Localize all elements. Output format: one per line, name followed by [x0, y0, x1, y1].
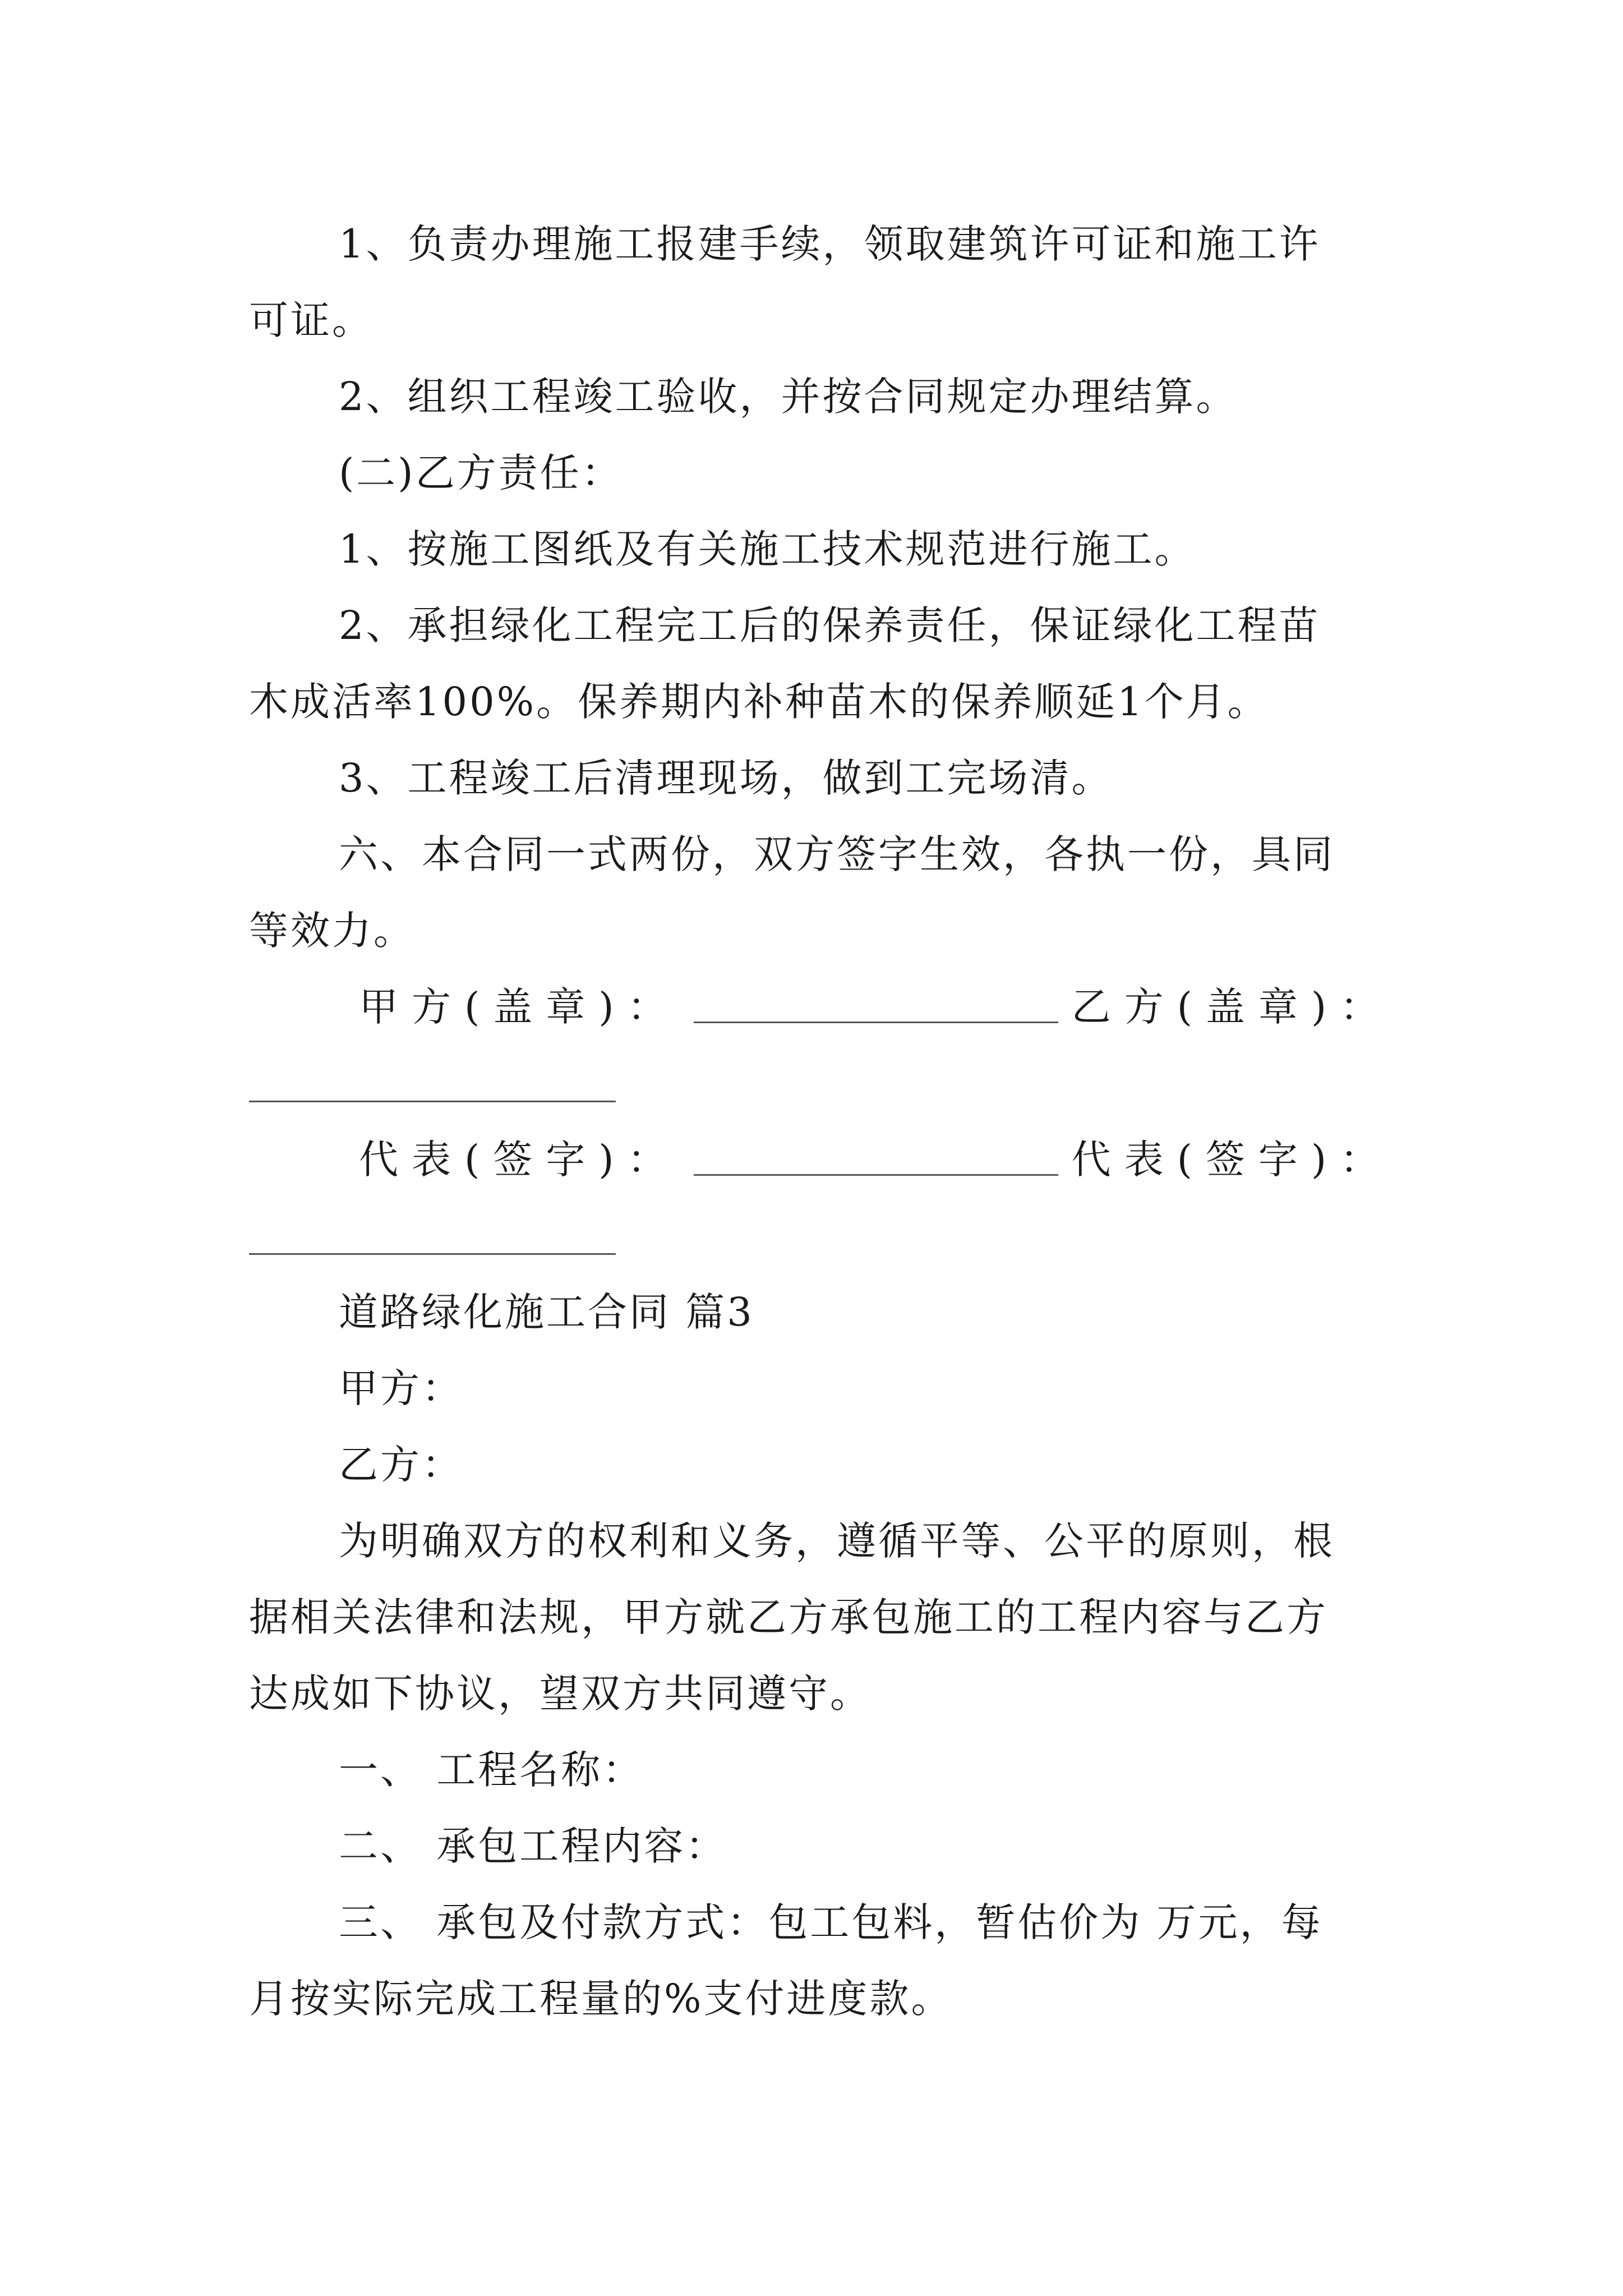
- item-project-content: 二、 承包工程内容：: [339, 1823, 727, 1869]
- paragraph-owner-duty-1: 1、负责办理施工报建手续，领取建筑许可证和施工许: [339, 221, 1321, 267]
- intro-paragraph-cont-2: 达成如下协议，望双方共同遵守。: [249, 1671, 872, 1717]
- item-payment-method-cont: 月按实际完成工程量的%支付进度款。: [249, 1976, 953, 2022]
- party-a-sign-label: 代表(签字)：: [359, 1137, 680, 1182]
- party-b-sign-blank: [249, 1253, 616, 1255]
- section-title: 道路绿化施工合同 篇3: [339, 1289, 754, 1335]
- paragraph-contractor-duty-3: 3、工程竣工后清理现场，做到工完场清。: [339, 755, 1113, 801]
- party-a-seal-blank: [694, 988, 1058, 1023]
- party-a-seal-label: 甲方(盖章)：: [359, 984, 680, 1030]
- paragraph-owner-duty-2: 2、组织工程竣工验收，并按合同规定办理结算。: [339, 374, 1238, 420]
- paragraph-clause-six-cont: 等效力。: [249, 908, 415, 954]
- party-a-line: 甲方：: [339, 1365, 463, 1411]
- intro-paragraph-cont-1: 据相关法律和法规，甲方就乙方承包施工的工程内容与乙方: [249, 1594, 1328, 1640]
- paragraph-contractor-duty-1: 1、按施工图纸及有关施工技术规范进行施工。: [339, 526, 1196, 572]
- party-b-line: 乙方：: [339, 1442, 463, 1488]
- paragraph-clause-six: 六、本合同一式两份，双方签字生效，各执一份，具同: [339, 831, 1335, 877]
- item-payment-method: 三、 承包及付款方式：包工包料，暂估价为 万元，每: [339, 1899, 1323, 1945]
- party-b-sign-label: 代表(签字)：: [1071, 1137, 1393, 1182]
- item-project-name: 一、 工程名称：: [339, 1747, 644, 1793]
- heading-party-b-duties: (二)乙方责任：: [339, 450, 623, 496]
- paragraph-contractor-duty-2-cont: 木成活率100%。保养期内补种苗木的保养顺延1个月。: [249, 679, 1269, 725]
- party-a-sign-blank: [694, 1140, 1058, 1176]
- signature-row-seal: [359, 984, 1393, 1030]
- intro-paragraph: 为明确双方的权利和义务，遵循平等、公平的原则，根: [339, 1518, 1335, 1564]
- party-b-seal-blank: [249, 1101, 616, 1102]
- paragraph-owner-duty-1-cont: 可证。: [249, 297, 374, 343]
- signature-row-sign: [359, 1137, 1393, 1182]
- party-b-seal-label: 乙方(盖章)：: [1071, 984, 1393, 1030]
- paragraph-contractor-duty-2: 2、承担绿化工程完工后的保养责任，保证绿化工程苗: [339, 602, 1321, 648]
